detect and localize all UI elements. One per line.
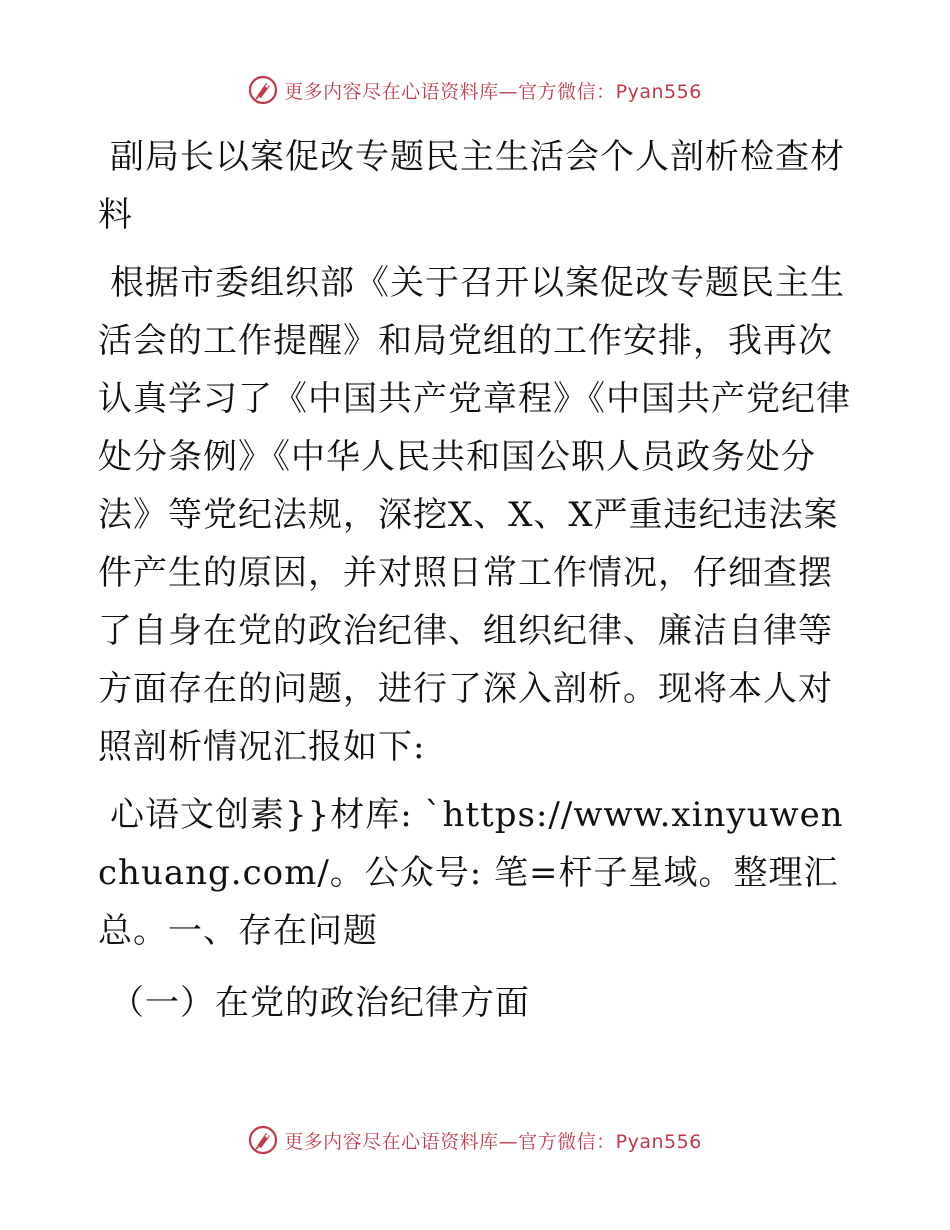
pen-nib-logo-icon [248, 1125, 278, 1155]
paragraph-source-note: 心语文创素}}材库: `https://www.xinyuwenchuang.com/。公众号: 笔=杆子星域。整理汇总。一、存在问题 [98, 795, 844, 951]
document-title: 副局长以案促改专题民主生活会个人剖析检查材料 [98, 137, 845, 235]
header-banner-text: 更多内容尽在心语资料库—官方微信：Pyan556 [284, 80, 702, 103]
paragraph-intro: 根据市委组织部《关于召开以案促改专题民主生活会的工作提醒》和局党组的工作安排，我再次认真学习了《中国共产党章程》《中国共产党纪律处分条例》《中华人民共和国公职人员政务处分法》等党纪法规，深挖X、X、X严重违纪违法案件产生的原因，并对照日常工作情况，仔细查摆了自身在党的政治纪律、组织纪律、廉洁自律等方面存在的问题，进行了深入剖析。现将本人对照剖析情况汇报如下: [98, 263, 851, 767]
section-heading: （一）在党的政治纪律方面 [110, 983, 530, 1023]
footer-banner-text: 更多内容尽在心语资料库—官方微信：Pyan556 [284, 1130, 702, 1153]
header-banner [0, 70, 950, 110]
pen-nib-logo-icon [248, 75, 278, 105]
footer-banner [0, 1120, 950, 1160]
document-body [98, 128, 858, 1032]
